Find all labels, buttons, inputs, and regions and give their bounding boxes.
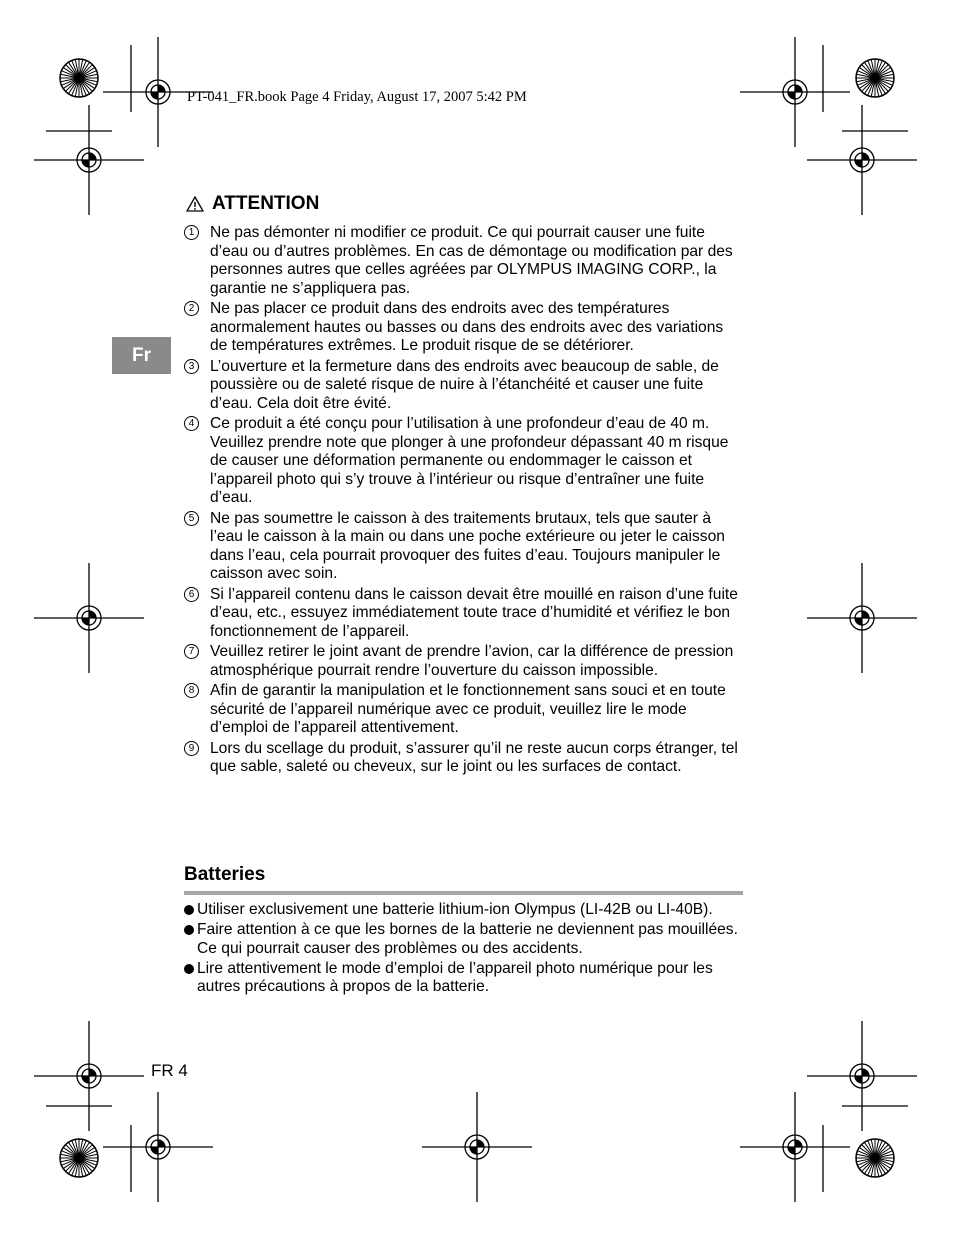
bullet-icon [184,905,194,915]
warning-item [184,300,744,356]
warning-item [184,415,744,508]
warning-heading [186,193,319,215]
warning-item [184,510,744,584]
warning-item-text: Ne pas soumettre le caisson à des traitements brutaux, tels que sauter à l’eau le caisson à la main ou dans une poche extérieure ou jeter le caisson dans l’eau, cela pourrait provoquer des fuites d’eau. Toujours manipuler le caisson avec soin. [210,509,725,583]
language-tab [112,337,171,374]
print-header: PT-041_FR.book Page 4 Friday, August 17, 2007 5:42 PM [187,89,527,105]
number-badge: 6 [184,587,199,602]
number-badge: 7 [184,644,199,659]
warning-item-text: Ce produit a été conçu pour l’utilisation à une profondeur d’eau de 40 m. Veuillez prendre note que plonger à une profondeur dépassant 40 m risque de causer une déformation permanente ou endommager le caisson et l’appareil photo qui s’y trouve à l’intérieur ou risque d’entraîner une fuite d’eau. [210,415,729,507]
warning-item [184,643,744,680]
number-badge: 8 [184,683,199,698]
batteries-heading: Batteries [184,864,266,885]
number-badge: 3 [184,359,199,374]
warning-item [184,224,744,298]
warning-item-text: Ne pas démonter ni modifier ce produit. Ce qui pourrait causer une fuite d’eau ou d’autres problèmes. En cas de démontage ou modification par des personnes autres que celles agréées par OLYMPUS IMAGING CORP., la garantie ne s’appliquera pas. [210,224,733,297]
warning-triangle-icon [186,196,204,212]
warning-item-text: Si l’appareil contenu dans le caisson devait être mouillé en raison d’une fuite d’eau, etc., essuyez immédiatement toute trace d’humidité et vérifiez le bon fonctionnement de l’appareil. [210,585,738,640]
section-divider [184,891,743,895]
page-number: FR 4 [151,1061,188,1080]
warning-item [184,682,744,738]
warning-item-text: Afin de garantir la manipulation et le fonctionnement sans souci et en toute sécurité de l’appareil numérique avec ce produit, veuillez lire le mode d’emploi de l’appareil attentivement. [210,682,726,737]
warning-item [184,358,744,414]
number-badge: 9 [184,741,199,756]
warning-item-text: L’ouverture et la fermeture dans des endroits avec beaucoup de sable, de poussière ou de saleté risque de nuire à l’étanchéité et causer une fuite d’eau. Cela doit être évité. [210,357,719,412]
batteries-list [184,901,744,998]
warning-item-text: Lors du scellage du produit, s’assurer qu’il ne reste aucun corps étranger, tel que sable, saleté ou cheveux, sur le joint ou les surfaces de contact. [210,739,738,776]
bullet-icon [184,925,194,935]
battery-note [184,901,744,920]
warning-item [184,586,744,642]
warning-item [184,740,744,777]
battery-note [184,921,744,958]
number-badge: 4 [184,416,199,431]
warning-heading-text: ATTENTION [212,193,320,214]
bullet-icon [184,964,194,974]
number-badge: 2 [184,301,199,316]
battery-note [184,960,744,997]
battery-note-text: Lire attentivement le mode d’emploi de l’appareil photo numérique pour les autres précautions à propos de la batterie. [197,959,713,996]
warning-list [184,224,744,778]
warning-item-text: Veuillez retirer le joint avant de prendre l’avion, car la différence de pression atmosphérique pourrait rendre l’ouverture du caisson impossible. [210,643,734,679]
warning-item-text: Ne pas placer ce produit dans des endroits avec des températures anormalement hautes ou basses ou dans des endroits avec des variations de températures extrêmes. Le produit risque de se détériorer. [210,300,724,355]
battery-note-text: Faire attention à ce que les bornes de la batterie ne deviennent pas mouillées. Ce qui pourrait causer des problèmes ou des accidents. [197,921,738,957]
number-badge: 5 [184,511,199,526]
battery-note-text: Utiliser exclusivement une batterie lithium-ion Olympus (LI-42B ou LI-40B). [197,901,713,918]
language-tab-label: Fr [132,344,151,366]
number-badge: 1 [184,225,199,240]
